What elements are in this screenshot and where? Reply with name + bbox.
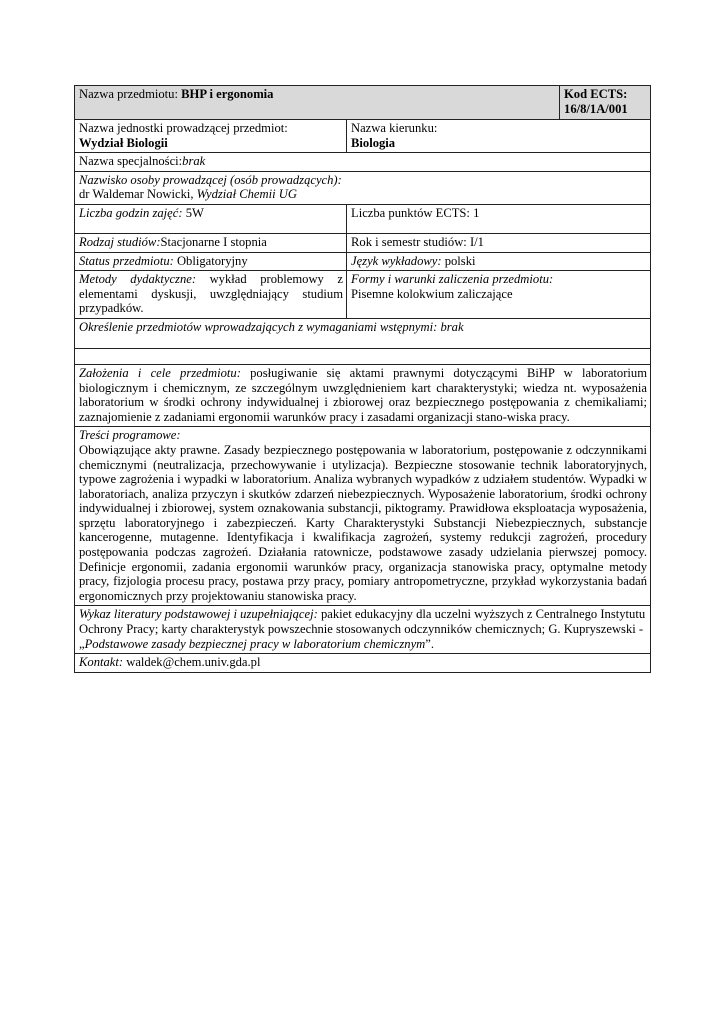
lecturer-label: Nazwisko osoby prowadzącej (osób prowadzących):	[79, 172, 342, 187]
field-value: Biologia	[351, 135, 396, 150]
goals-row	[75, 364, 651, 426]
year-semester-value: I/1	[466, 234, 484, 249]
literature-closing: ”.	[425, 636, 435, 651]
field-label: Nazwa kierunku:	[351, 121, 438, 135]
lecturer-row	[75, 171, 651, 204]
year-semester-cell	[347, 233, 651, 252]
hours-value: 5W	[182, 205, 204, 220]
language-label: Język wykładowy:	[351, 253, 442, 268]
unit-label: Nazwa jednostki prowadzącej przedmiot:	[79, 121, 288, 135]
specialty-label: Nazwa specjalności:	[79, 154, 183, 169]
spacer-cell	[75, 348, 651, 364]
content-row	[75, 427, 651, 606]
unit-row	[75, 120, 651, 153]
goals-cell	[75, 364, 651, 426]
literature-book-title: Podstawowe zasady bezpiecznej pracy w laboratorium chemicznym	[84, 636, 426, 651]
literature-label: Wykaz literatury podstawowej i uzupełniającej:	[79, 607, 318, 622]
status-value: Obligatoryjny	[173, 253, 248, 268]
spacer-row	[75, 348, 651, 364]
contact-row	[75, 654, 651, 673]
methods-value: wykład problemowy z elementami dyskusji, uwzględniający studium przypadków.	[79, 272, 343, 316]
study-type-label: Rodzaj studiów:	[79, 234, 161, 249]
study-type-value: Stacjonarne I stopnia	[160, 234, 267, 249]
contact-email[interactable]: waldek@chem.univ.gda.pl	[123, 655, 261, 670]
assessment-label: Formy i warunki zaliczenia przedmiotu:	[351, 272, 554, 287]
lecturer-cell	[75, 171, 651, 204]
specialty-row	[75, 153, 651, 172]
content-cell	[75, 427, 651, 606]
ects-code: 16/8/1A/001	[564, 101, 628, 116]
study-type-cell	[75, 233, 347, 252]
literature-text: pakiet edukacyjny dla uczelni wyższych z Centralnego Instytutu Ochrony Pracy; karty charakterystyk powszechnie stosowanych odczynników chemicznych; G. Kupryszewski - „	[79, 607, 646, 651]
goals-value: posługiwanie się aktami prawnymi dotyczącymi BiHP w laboratorium biologicznym i chemicznym, ze szczególnym uwzględnieniem kart charakterystyki; wiedza nt. wyposażenia laboratorium w środki ochrony indywidualnej i zbiorowej oraz bezpiecznego postępowania z chemikaliami; zaznajomienie z zadaniami ergonomii warunków pracy i zasadami organizacji stano-wiska pracy.	[79, 365, 648, 424]
specialty-value: brak	[182, 154, 206, 169]
ects-points-value: 1	[469, 205, 480, 220]
hours-row	[75, 204, 651, 233]
year-semester-label: Rok i semestr studiów:	[351, 234, 467, 249]
status-cell	[75, 252, 347, 271]
assessment-cell	[347, 271, 651, 319]
course-name-cell	[75, 86, 560, 120]
course-name-label: Nazwa przedmiotu:	[79, 87, 178, 101]
specialty-cell	[75, 153, 651, 172]
unit-value: Wydział Biologii	[79, 135, 168, 150]
goals-label: Założenia i cele przedmiotu:	[79, 365, 241, 380]
language-value: polski	[441, 253, 476, 268]
prerequisites-cell	[75, 318, 651, 348]
ects-code-cell	[560, 86, 651, 120]
lecturer-unit: Wydział Chemii UG	[196, 187, 297, 202]
prerequisites-label: Określenie przedmiotów wprowadzających z wymaganiami wstępnymi:	[79, 319, 438, 334]
syllabus-sheet	[74, 85, 650, 673]
prerequisites-row	[75, 318, 651, 348]
lecturer-line	[79, 187, 647, 202]
language-cell	[347, 252, 651, 271]
content-label: Treści programowe:	[79, 428, 181, 443]
header-row	[75, 86, 651, 120]
ects-points-label: Liczba punktów ECTS:	[351, 205, 470, 220]
study-type-row	[75, 233, 651, 252]
contact-cell	[75, 654, 651, 673]
status-label: Status przedmiotu:	[79, 253, 174, 268]
methods-label: Metody dydaktyczne:	[79, 272, 197, 287]
syllabus-table	[74, 85, 651, 673]
ects-points-cell	[347, 204, 651, 233]
content-value: Obowiązujące akty prawne. Zasady bezpiecznego postępowania w laboratorium, postępowanie z odczynnikami chemicznymi (neutralizacja, przechowywanie i utylizacja). Bezpieczne stosowanie technik laboratoryjnych, typowe zagrożenia i wypadki w laboratorium. Analiza wybranych wypadków z udziałem studentów. Wypadki w laboratoriach, analiza przyczyn i skutków zdarzeń niebezpiecznych. Wyposażenie laboratorium, środki ochrony indywidualnej i zbiorowej, system oznakowania substancji, piktogramy. Prawidłowa eksploatacja wyposażenia, sprzętu laboratoryjnego i zabezpieczeń. Karty Charakterystyki Substancji Niebezpiecznych, substancje kancerogenne, mutagenne. Identyfikacja i kwalifikacja zagrożeń, systemy redukcji zagrożeń, procedury postępowania podczas zagrożeń. Działania ratownicze, podstawowe zasady udzielania pierwszej pomocy. Definicje ergonomii, zadania ergonomii warunków pracy, organizacja stanowiska pracy, optymalne metody pracy, fizjologia procesu pracy, postawa przy pracy, pomiary antropometryczne, przykład wykorzystania badań ergonomicznych przy projektowaniu stanowiska pracy.	[79, 442, 648, 603]
contact-label: Kontakt:	[79, 655, 124, 670]
assessment-value: Pisemne kolokwium zaliczające	[351, 286, 513, 301]
lecturer-name: dr Waldemar Nowicki,	[79, 187, 197, 202]
literature-row	[75, 606, 651, 654]
ects-code-label: Kod ECTS:	[564, 87, 628, 101]
methods-row	[75, 271, 651, 319]
methods-cell	[75, 271, 347, 319]
hours-cell	[75, 204, 347, 233]
prerequisites-value: brak	[437, 319, 464, 334]
literature-cell	[75, 606, 651, 654]
field-cell	[347, 120, 651, 153]
hours-label: Liczba godzin zajęć:	[79, 205, 183, 220]
unit-cell	[75, 120, 347, 153]
status-row	[75, 252, 651, 271]
course-name: BHP i ergonomia	[181, 87, 274, 101]
